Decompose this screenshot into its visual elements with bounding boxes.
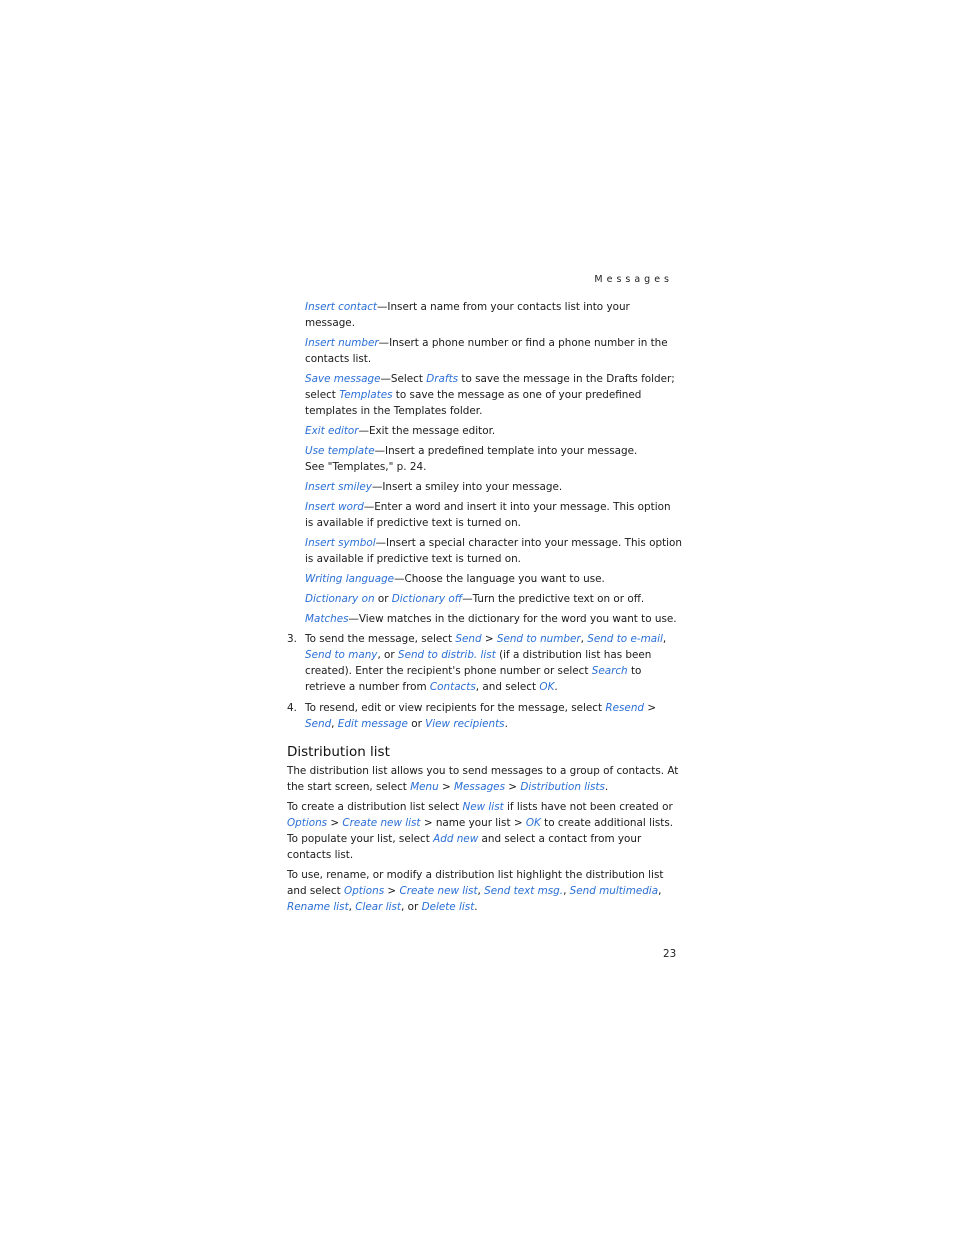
option-term: Insert contact bbox=[305, 301, 377, 313]
option-term: Matches bbox=[305, 613, 349, 625]
option-dictionary: Dictionary on or Dictionary off—Turn the predictive text on or off. bbox=[305, 593, 645, 605]
option-term: Use template bbox=[305, 445, 375, 457]
option-save-message: Save message—Select Drafts to save the message in the Drafts folder; select Templates to save the message as one of your predefined templates in the Templates folder. bbox=[305, 373, 675, 417]
option-insert-number: Insert number—Insert a phone number or find a phone number in the contacts list. bbox=[305, 337, 668, 365]
page-content bbox=[287, 299, 682, 919]
step-body: To send the message, select Send > Send to number, Send to e-mail, Send to many, or Send to distrib. list (if a distribution list has been created). Enter the recipient's phone number or select Search to retrieve a number from Contacts, and select OK. bbox=[305, 633, 667, 693]
option-insert-contact: Insert contact—Insert a name from your contacts list into your message. bbox=[305, 301, 630, 329]
option-insert-word: Insert word—Enter a word and insert it into your message. This option is available if predictive text is turned on. bbox=[305, 501, 671, 529]
option-term: Save message bbox=[305, 373, 381, 385]
section-title: Distribution list bbox=[287, 744, 390, 760]
step-body: To resend, edit or view recipients for the message, select Resend > Send, Edit message or View recipients. bbox=[305, 702, 657, 730]
option-exit-editor: Exit editor—Exit the message editor. bbox=[305, 425, 496, 437]
option-term: Dictionary on bbox=[305, 593, 375, 605]
option-term: Insert smiley bbox=[305, 481, 372, 493]
option-writing-language: Writing language—Choose the language you want to use. bbox=[305, 573, 605, 585]
option-term: Insert word bbox=[305, 501, 364, 513]
option-use-template: Use template—Insert a predefined template into your message. See "Templates," p. 24. bbox=[305, 445, 638, 473]
option-term: Writing language bbox=[305, 573, 395, 585]
step-number: 4. bbox=[287, 702, 297, 714]
step-3 bbox=[287, 631, 682, 695]
option-insert-smiley: Insert smiley—Insert a smiley into your message. bbox=[305, 481, 563, 493]
paragraph-intro: The distribution list allows you to send messages to a group of contacts. At the start screen, select Menu > Messages > Distribution lists. bbox=[287, 765, 679, 793]
option-term: Insert symbol bbox=[305, 537, 376, 549]
option-insert-symbol: Insert symbol—Insert a special character into your message. This option is available if predictive text is turned on. bbox=[305, 537, 682, 565]
option-matches: Matches—View matches in the dictionary for the word you want to use. bbox=[305, 613, 677, 625]
option-term: Insert number bbox=[305, 337, 379, 349]
step-4 bbox=[287, 700, 682, 732]
running-header: Messages bbox=[594, 274, 673, 285]
step-number: 3. bbox=[287, 633, 297, 645]
option-term: Exit editor bbox=[305, 425, 359, 437]
paragraph-modify: To use, rename, or modify a distribution list highlight the distribution list and select Options > Create new list, Send text msg., Send multimedia, Rename list, Clear list, or Delete list. bbox=[287, 869, 664, 913]
page-number: 23 bbox=[663, 948, 677, 960]
paragraph-create: To create a distribution list select New list if lists have not been created or Options > Create new list > name your list > OK to create additional lists. To populate your list, select Add new and select a contact from your contacts list. bbox=[287, 801, 674, 861]
